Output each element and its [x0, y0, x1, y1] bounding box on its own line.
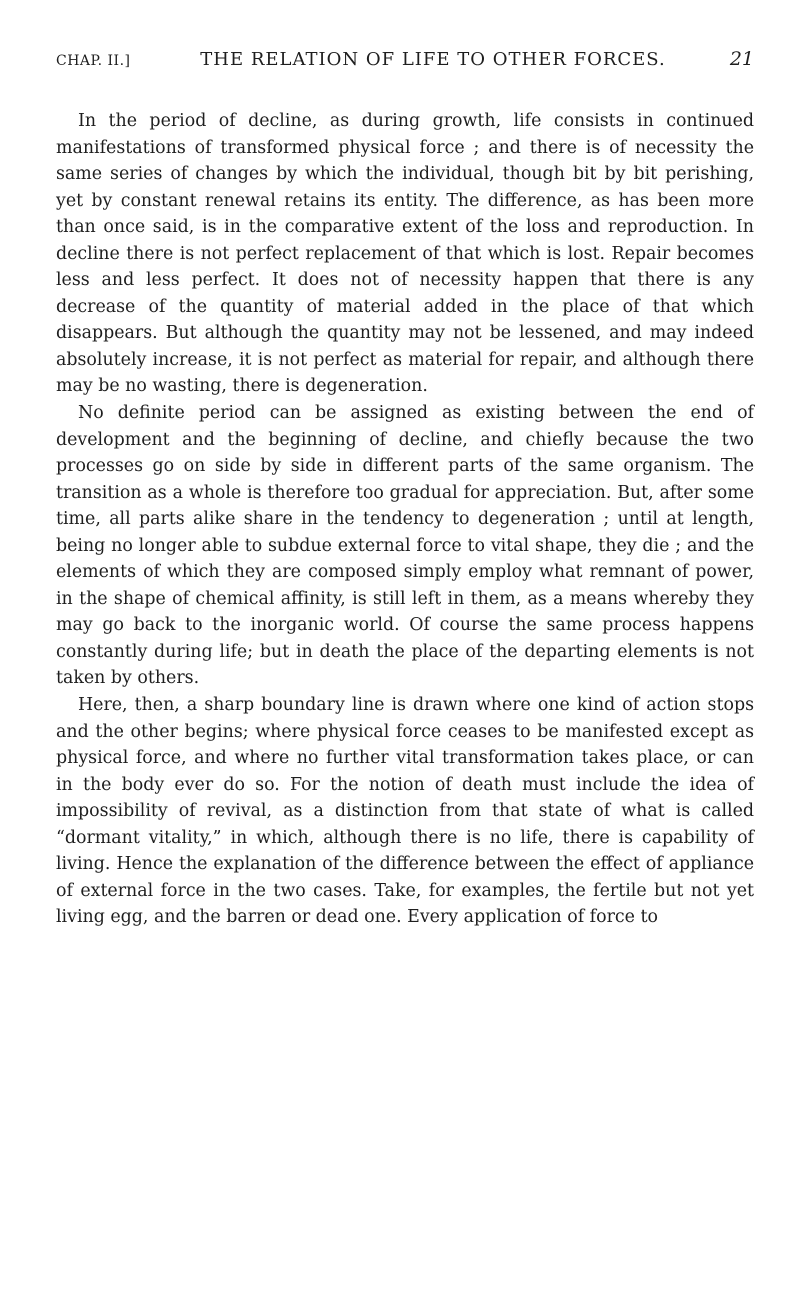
- body-text: [56, 108, 754, 931]
- paragraph-decline: In the period of decline, as during growth, life consists in continued manifestations of transformed physical force ; and there is of necessity the same series of changes by which the individual, though bit by bit perishing, yet by constant renewal retains its entity. The difference, as has been more than once said, is in the comparative extent of the loss and reproduction. In decline there is not perfect replacement of that which is lost. Repair becomes less and less perfect. It does not of necessity happen that there is any decrease of the quantity of material added in the place of that which disappears. But although the quantity may not be lessened, and may indeed absolutely increase, it is not perfect as material for repair, and although there may be no wasting, there is degeneration.: [56, 111, 754, 397]
- page-number: 21: [729, 48, 754, 70]
- running-head: [56, 48, 754, 78]
- running-title: THE RELATION OF LIFE TO OTHER FORCES.: [200, 49, 666, 70]
- book-page: [56, 48, 754, 931]
- paragraph-transition: No definite period can be assigned as existing between the end of development and the beginning of decline, and chiefly because the two processes go on side by side in different parts of the same organism. The transition as a whole is therefore too gradual for appreciation. But, after some time, all parts alike share in the tendency to degeneration ; until at length, being no longer able to subdue external force to vital shape, they die ; and the elements of which they are composed simply employ what remnant of power, in the shape of chemical affinity, is still left in them, as a means whereby they may go back to the inorganic world. Of course the same process happens constantly during life; but in death the place of the departing elements is not taken by others.: [56, 403, 754, 689]
- paragraph-death-boundary: Here, then, a sharp boundary line is drawn where one kind of action stops and the other begins; where physical force ceases to be manifested except as physical force, and where no further vital transformation takes place, or can in the body ever do so. For the notion of death must include the idea of impossibility of revival, as a distinction from that state of what is called “dormant vitality,” in which, although there is no life, there is capability of living. Hence the explanation of the difference between the effect of appliance of external force in the two cases. Take, for examples, the fertile but not yet living egg, and the barren or dead one. Every application of force to: [56, 695, 754, 928]
- chapter-reference: CHAP. II.]: [56, 53, 131, 69]
